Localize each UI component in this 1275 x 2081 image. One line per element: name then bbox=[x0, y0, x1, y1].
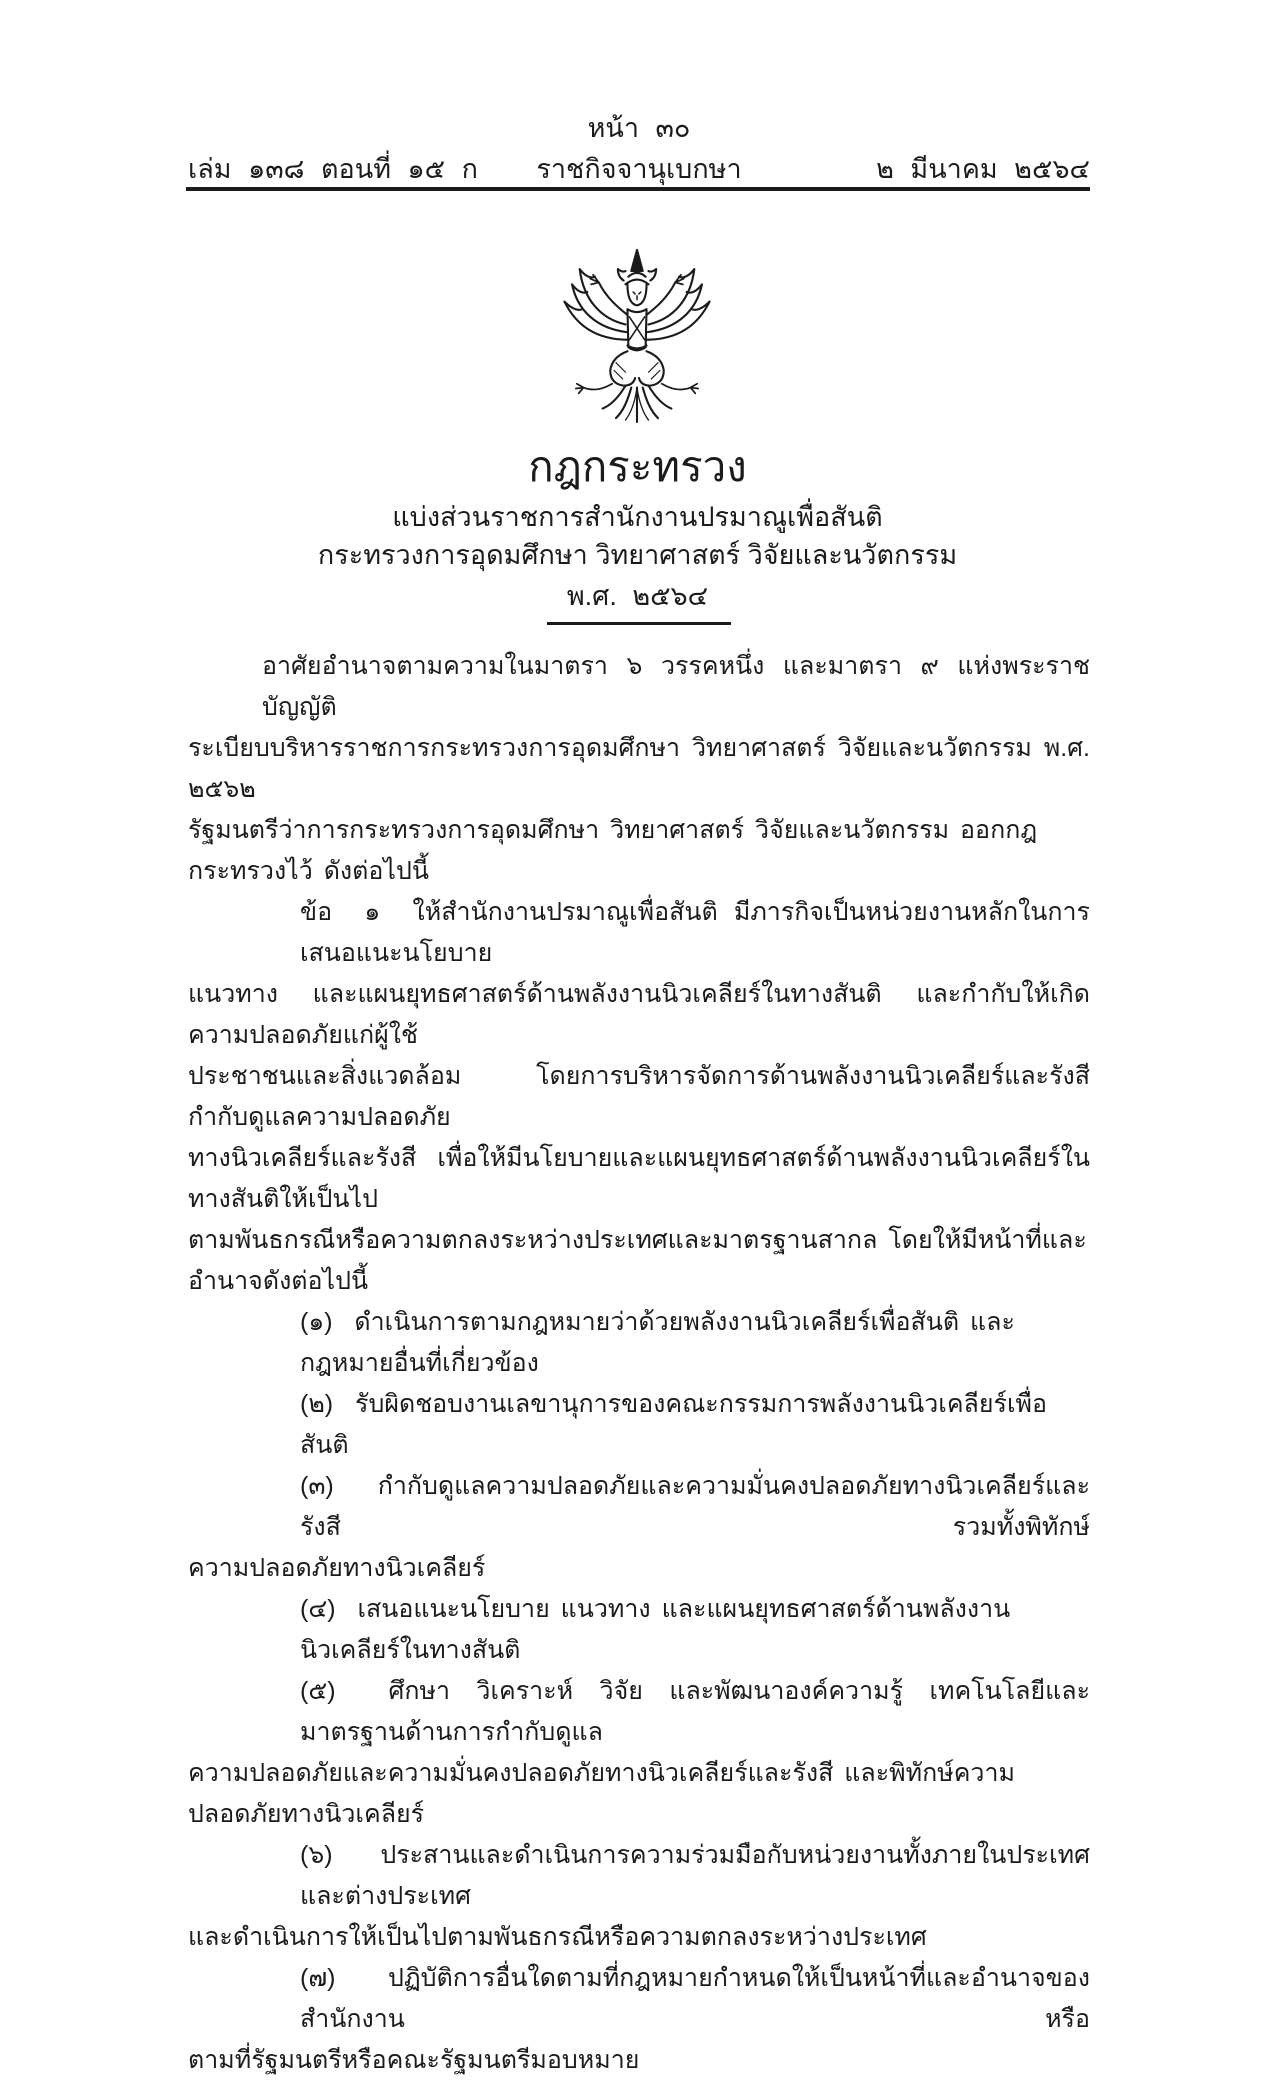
body-line clause-7: (๗) ปฏิบัติการอื่นใดตามที่กฎหมายกำหนดให้เป็นหน้าที่และอำนาจของสำนักงาน หรือ bbox=[300, 1964, 1090, 2033]
body-line: ความปลอดภัยและความมั่นคงปลอดภัยทางนิวเคลียร์และรังสี และพิทักษ์ความปลอดภัยทางนิวเคลียร์ bbox=[188, 1759, 1015, 1828]
garuda-emblem-icon bbox=[551, 243, 723, 427]
body-line: และดำเนินการให้เป็นไปตามพันธกรณีหรือความตกลงระหว่างประเทศ bbox=[188, 1923, 927, 1951]
header-rule bbox=[186, 187, 1090, 191]
document-body bbox=[188, 646, 1090, 2081]
body-line: ประชาชนและสิ่งแวดล้อม โดยการบริหารจัดการด้านพลังงานนิวเคลียร์และรังสี กำกับดูแลความปลอดภัย bbox=[188, 1062, 1090, 1131]
gazette-title: ราชกิจจานุเบกษา bbox=[536, 154, 742, 184]
doc-subtitle-2: กระทรวงการอุดมศึกษา วิทยาศาสตร์ วิจัยและนวัตกรรม bbox=[317, 540, 958, 570]
volume-part-label: เล่ม ๑๓๘ ตอนที่ ๑๕ ก bbox=[188, 154, 478, 184]
doc-year-line: พ.ศ. ๒๕๖๔ bbox=[566, 581, 709, 611]
body-line clause-5: (๕) ศึกษา วิเคราะห์ วิจัย และพัฒนาองค์ความรู้ เทคโนโลยีและมาตรฐานด้านการกำกับดูแล bbox=[300, 1677, 1090, 1746]
doc-subtitle-1: แบ่งส่วนราชการสำนักงานปรมาณูเพื่อสันติ bbox=[392, 502, 883, 532]
body-line: แนวทาง และแผนยุทธศาสตร์ด้านพลังงานนิวเคลียร์ในทางสันติ และกำกับให้เกิดความปลอดภัยแก่ผู้ใช้ bbox=[188, 980, 1090, 1049]
page-number-label: หน้า ๓๐ bbox=[587, 113, 691, 143]
body-line clause-3: (๓) กำกับดูแลความปลอดภัยและความมั่นคงปลอดภัยทางนิวเคลียร์และรังสี รวมทั้งพิทักษ์ bbox=[300, 1472, 1090, 1541]
body-line: ความปลอดภัยทางนิวเคลียร์ bbox=[188, 1554, 486, 1582]
body-line clause-4: (๔) เสนอแนะนโยบาย แนวทาง และแผนยุทธศาสตร์ด้านพลังงานนิวเคลียร์ในทางสันติ bbox=[300, 1595, 1011, 1664]
body-line clause-2: (๒) รับผิดชอบงานเลขานุการของคณะกรรมการพลังงานนิวเคลียร์เพื่อสันติ bbox=[300, 1390, 1047, 1459]
body-line: ตามที่รัฐมนตรีหรือคณะรัฐมนตรีมอบหมาย bbox=[188, 2046, 640, 2074]
doc-type-title: กฎกระทรวง bbox=[528, 443, 747, 490]
issue-date-label: ๒ มีนาคม ๒๕๖๔ bbox=[876, 154, 1090, 184]
body-line clause-6: (๖) ประสานและดำเนินการความร่วมมือกับหน่วยงานทั้งภายในประเทศและต่างประเทศ bbox=[300, 1841, 1090, 1910]
body-line: ตามพันธกรณีหรือความตกลงระหว่างประเทศและมาตรฐานสากล โดยให้มีหน้าที่และอำนาจดังต่อไปนี้ bbox=[188, 1226, 1087, 1295]
body-line: ระเบียบบริหารราชการกระทรวงการอุดมศึกษา วิทยาศาสตร์ วิจัยและนวัตกรรม พ.ศ. ๒๕๖๒ bbox=[188, 734, 1090, 803]
crown-spire bbox=[631, 250, 642, 271]
body-line clause-1: (๑) ดำเนินการตามกฎหมายว่าด้วยพลังงานนิวเคลียร์เพื่อสันติ และกฎหมายอื่นที่เกี่ยวข้อง bbox=[300, 1308, 1015, 1377]
body-line: อาศัยอำนาจตามความในมาตรา ๖ วรรคหนึ่ง และมาตรา ๙ แห่งพระราชบัญญัติ bbox=[262, 652, 1090, 721]
title-divider bbox=[547, 622, 731, 625]
body-line: รัฐมนตรีว่าการกระทรวงการอุดมศึกษา วิทยาศาสตร์ วิจัยและนวัตกรรม ออกกฎกระทรวงไว้ ดังต่อไปนี้ bbox=[188, 816, 1038, 885]
body-line: ทางนิวเคลียร์และรังสี เพื่อให้มีนโยบายและแผนยุทธศาสตร์ด้านพลังงานนิวเคลียร์ในทางสันติให้เป็นไป bbox=[188, 1144, 1090, 1213]
body-line: ข้อ ๑ ให้สำนักงานปรมาณูเพื่อสันติ มีภารกิจเป็นหน่วยงานหลักในการเสนอแนะนโยบาย bbox=[300, 898, 1090, 967]
